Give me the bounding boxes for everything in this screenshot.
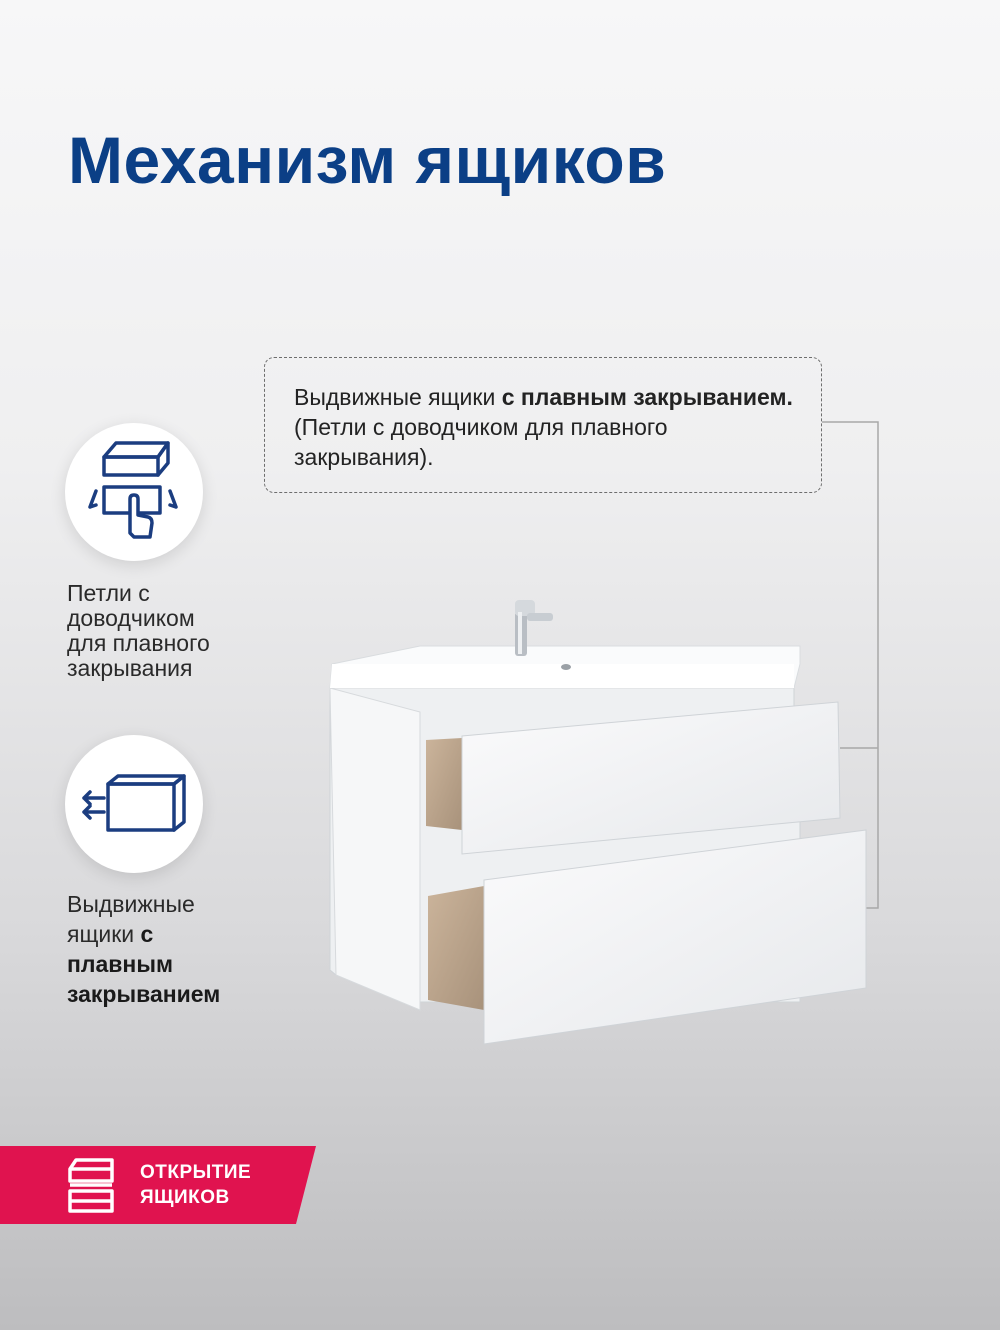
feature-1-line1: Петли с	[67, 580, 150, 606]
feature-2-line3-bold: плавным	[67, 951, 173, 977]
lower-drawer-side	[428, 886, 484, 1010]
feature-text-2	[67, 889, 220, 1009]
feature-2-line4-bold: закрыванием	[67, 981, 221, 1007]
feature-2-line2-plain: ящики	[67, 921, 141, 947]
drawers-icon	[66, 1157, 118, 1215]
callout-text-part1: Выдвижные ящики	[294, 384, 502, 410]
callout-text-bold: с плавным закрыванием.	[501, 384, 793, 410]
drawer-slide-icon	[78, 774, 190, 834]
feature-1-line3: для плавного	[67, 630, 210, 656]
feature-2-line2	[67, 919, 220, 949]
feature-circle-1	[65, 423, 203, 561]
upper-drawer-side	[426, 738, 462, 830]
feature-2-line4	[67, 979, 220, 1009]
callout-text-part2: (Петли с доводчиком для плавного закрывания).	[294, 414, 668, 470]
banner-label	[140, 1160, 251, 1210]
feature-1-line2: доводчиком	[67, 605, 195, 631]
feature-2-line1: Выдвижные	[67, 891, 195, 917]
page-title: Механизм ящиков	[68, 123, 667, 197]
feature-text-1	[67, 581, 210, 681]
feature-2-line3	[67, 949, 220, 979]
feature-circle-2	[65, 735, 203, 873]
banner-line1: ОТКРЫТИЕ	[140, 1162, 252, 1183]
feature-1-line4: закрывания	[67, 655, 193, 681]
drawer-push-icon	[86, 437, 182, 547]
feature-2-line2-bold: с	[140, 921, 154, 947]
banner-line2: ЯЩИКОВ	[140, 1187, 230, 1208]
